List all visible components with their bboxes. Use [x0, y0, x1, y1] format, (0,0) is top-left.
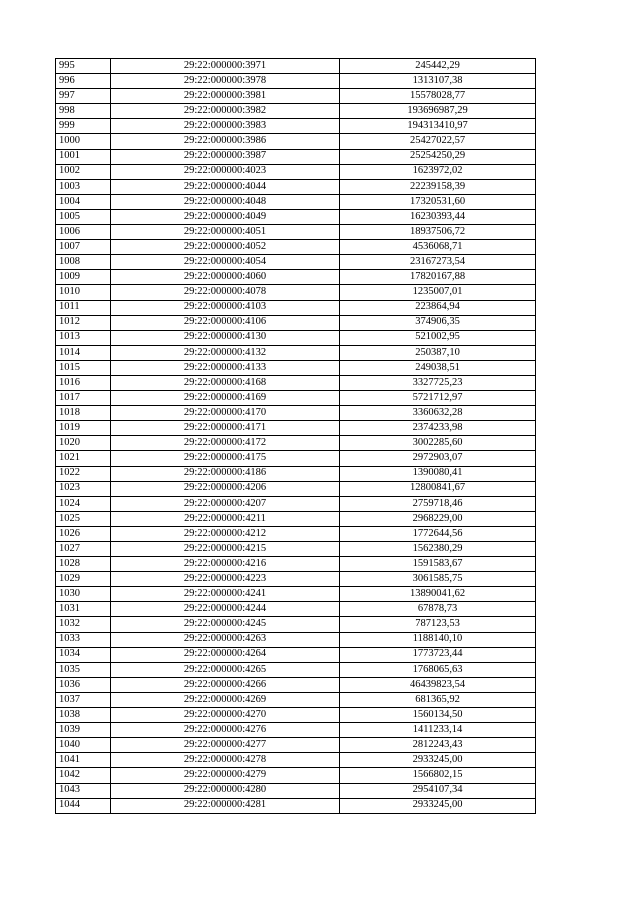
value-cell: 2933245,00 — [340, 753, 536, 768]
table-row — [56, 225, 536, 240]
row-number-cell: 1041 — [56, 753, 111, 768]
value-cell: 1390080,41 — [340, 466, 536, 481]
table-row — [56, 391, 536, 406]
value-cell: 2812243,43 — [340, 738, 536, 753]
table-row — [56, 255, 536, 270]
row-number-cell: 1043 — [56, 783, 111, 798]
table-row — [56, 708, 536, 723]
row-number-cell: 1019 — [56, 421, 111, 436]
value-cell: 681365,92 — [340, 692, 536, 707]
row-number-cell: 1028 — [56, 557, 111, 572]
row-number-cell: 1026 — [56, 526, 111, 541]
value-cell: 17320531,60 — [340, 194, 536, 209]
value-cell: 46439823,54 — [340, 677, 536, 692]
table-row — [56, 270, 536, 285]
value-cell: 5721712,97 — [340, 391, 536, 406]
table-row — [56, 632, 536, 647]
value-cell: 2374233,98 — [340, 421, 536, 436]
value-cell: 245442,29 — [340, 59, 536, 74]
table-row — [56, 360, 536, 375]
row-number-cell: 1010 — [56, 285, 111, 300]
cadastral-number-cell: 29:22:000000:4241 — [111, 587, 340, 602]
row-number-cell: 1009 — [56, 270, 111, 285]
table-row — [56, 375, 536, 390]
value-cell: 12800841,67 — [340, 481, 536, 496]
row-number-cell: 1005 — [56, 209, 111, 224]
cadastral-number-cell: 29:22:000000:3982 — [111, 104, 340, 119]
cadastral-number-cell: 29:22:000000:4211 — [111, 511, 340, 526]
row-number-cell: 1039 — [56, 723, 111, 738]
row-number-cell: 1032 — [56, 617, 111, 632]
value-cell: 3327725,23 — [340, 375, 536, 390]
cadastral-number-cell: 29:22:000000:4049 — [111, 209, 340, 224]
value-cell: 1773723,44 — [340, 647, 536, 662]
cadastral-number-cell: 29:22:000000:4245 — [111, 617, 340, 632]
value-cell: 16230393,44 — [340, 209, 536, 224]
cadastral-number-cell: 29:22:000000:4212 — [111, 526, 340, 541]
row-number-cell: 1037 — [56, 692, 111, 707]
row-number-cell: 1042 — [56, 768, 111, 783]
value-cell: 13890041,62 — [340, 587, 536, 602]
value-cell: 3360632,28 — [340, 406, 536, 421]
table-row — [56, 511, 536, 526]
cadastral-number-cell: 29:22:000000:4207 — [111, 496, 340, 511]
cadastral-number-cell: 29:22:000000:4223 — [111, 572, 340, 587]
table-row — [56, 587, 536, 602]
table-row — [56, 542, 536, 557]
value-cell: 1768065,63 — [340, 662, 536, 677]
row-number-cell: 1040 — [56, 738, 111, 753]
value-cell: 1562380,29 — [340, 542, 536, 557]
table-row — [56, 738, 536, 753]
cadastral-number-cell: 29:22:000000:4054 — [111, 255, 340, 270]
row-number-cell: 1011 — [56, 300, 111, 315]
table-row — [56, 209, 536, 224]
table-row — [56, 179, 536, 194]
cadastral-number-cell: 29:22:000000:3986 — [111, 134, 340, 149]
row-number-cell: 1030 — [56, 587, 111, 602]
cadastral-number-cell: 29:22:000000:4270 — [111, 708, 340, 723]
row-number-cell: 1036 — [56, 677, 111, 692]
cadastral-number-cell: 29:22:000000:4044 — [111, 179, 340, 194]
table-row — [56, 602, 536, 617]
value-cell: 374906,35 — [340, 315, 536, 330]
table-row — [56, 496, 536, 511]
table-row — [56, 798, 536, 813]
cadastral-number-cell: 29:22:000000:4280 — [111, 783, 340, 798]
table-row — [56, 240, 536, 255]
row-number-cell: 1002 — [56, 164, 111, 179]
value-cell: 18937506,72 — [340, 225, 536, 240]
value-cell: 2759718,46 — [340, 496, 536, 511]
cadastral-number-cell: 29:22:000000:3978 — [111, 74, 340, 89]
row-number-cell: 995 — [56, 59, 111, 74]
cadastral-number-cell: 29:22:000000:4244 — [111, 602, 340, 617]
cadastral-number-cell: 29:22:000000:4051 — [111, 225, 340, 240]
cadastral-number-cell: 29:22:000000:4266 — [111, 677, 340, 692]
cadastral-number-cell: 29:22:000000:4169 — [111, 391, 340, 406]
cadastral-number-cell: 29:22:000000:3981 — [111, 89, 340, 104]
value-cell: 1235007,01 — [340, 285, 536, 300]
data-table — [55, 58, 536, 814]
cadastral-number-cell: 29:22:000000:4278 — [111, 753, 340, 768]
value-cell: 2968229,00 — [340, 511, 536, 526]
table-row — [56, 315, 536, 330]
row-number-cell: 1013 — [56, 330, 111, 345]
row-number-cell: 1034 — [56, 647, 111, 662]
table-row — [56, 451, 536, 466]
table-row — [56, 692, 536, 707]
table-row — [56, 104, 536, 119]
cadastral-number-cell: 29:22:000000:4106 — [111, 315, 340, 330]
value-cell: 194313410,97 — [340, 119, 536, 134]
value-cell: 1772644,56 — [340, 526, 536, 541]
value-cell: 2972903,07 — [340, 451, 536, 466]
table-body — [56, 59, 536, 814]
cadastral-number-cell: 29:22:000000:4263 — [111, 632, 340, 647]
table-row — [56, 677, 536, 692]
value-cell: 1313107,38 — [340, 74, 536, 89]
value-cell: 15578028,77 — [340, 89, 536, 104]
cadastral-number-cell: 29:22:000000:3987 — [111, 149, 340, 164]
cadastral-number-cell: 29:22:000000:4132 — [111, 345, 340, 360]
table-row — [56, 406, 536, 421]
value-cell: 1591583,67 — [340, 557, 536, 572]
table-row — [56, 436, 536, 451]
row-number-cell: 1024 — [56, 496, 111, 511]
cadastral-number-cell: 29:22:000000:4215 — [111, 542, 340, 557]
value-cell: 22239158,39 — [340, 179, 536, 194]
row-number-cell: 1025 — [56, 511, 111, 526]
cadastral-number-cell: 29:22:000000:4130 — [111, 330, 340, 345]
value-cell: 3002285,60 — [340, 436, 536, 451]
table-row — [56, 345, 536, 360]
table-row — [56, 134, 536, 149]
cadastral-number-cell: 29:22:000000:4133 — [111, 360, 340, 375]
row-number-cell: 1029 — [56, 572, 111, 587]
cadastral-number-cell: 29:22:000000:4281 — [111, 798, 340, 813]
table-row — [56, 119, 536, 134]
value-cell: 25254250,29 — [340, 149, 536, 164]
table-row — [56, 89, 536, 104]
value-cell: 521002,95 — [340, 330, 536, 345]
cadastral-number-cell: 29:22:000000:4269 — [111, 692, 340, 707]
row-number-cell: 1000 — [56, 134, 111, 149]
value-cell: 787123,53 — [340, 617, 536, 632]
cadastral-number-cell: 29:22:000000:4277 — [111, 738, 340, 753]
table-row — [56, 59, 536, 74]
value-cell: 249038,51 — [340, 360, 536, 375]
table-row — [56, 481, 536, 496]
table-row — [56, 421, 536, 436]
row-number-cell: 1033 — [56, 632, 111, 647]
cadastral-number-cell: 29:22:000000:4276 — [111, 723, 340, 738]
row-number-cell: 998 — [56, 104, 111, 119]
value-cell: 4536068,71 — [340, 240, 536, 255]
cadastral-number-cell: 29:22:000000:4078 — [111, 285, 340, 300]
table-row — [56, 768, 536, 783]
cadastral-number-cell: 29:22:000000:4265 — [111, 662, 340, 677]
row-number-cell: 1044 — [56, 798, 111, 813]
table-row — [56, 285, 536, 300]
table-row — [56, 149, 536, 164]
row-number-cell: 1007 — [56, 240, 111, 255]
cadastral-number-cell: 29:22:000000:4168 — [111, 375, 340, 390]
cadastral-number-cell: 29:22:000000:4172 — [111, 436, 340, 451]
value-cell: 2933245,00 — [340, 798, 536, 813]
row-number-cell: 997 — [56, 89, 111, 104]
cadastral-number-cell: 29:22:000000:3971 — [111, 59, 340, 74]
row-number-cell: 1020 — [56, 436, 111, 451]
table-row — [56, 74, 536, 89]
value-cell: 25427022,57 — [340, 134, 536, 149]
table-row — [56, 330, 536, 345]
cadastral-number-cell: 29:22:000000:3983 — [111, 119, 340, 134]
row-number-cell: 1038 — [56, 708, 111, 723]
value-cell: 1623972,02 — [340, 164, 536, 179]
table-row — [56, 647, 536, 662]
cadastral-number-cell: 29:22:000000:4048 — [111, 194, 340, 209]
value-cell: 1566802,15 — [340, 768, 536, 783]
row-number-cell: 1016 — [56, 375, 111, 390]
cadastral-number-cell: 29:22:000000:4103 — [111, 300, 340, 315]
value-cell: 67878,73 — [340, 602, 536, 617]
row-number-cell: 1001 — [56, 149, 111, 164]
row-number-cell: 1004 — [56, 194, 111, 209]
row-number-cell: 1017 — [56, 391, 111, 406]
row-number-cell: 1012 — [56, 315, 111, 330]
value-cell: 23167273,54 — [340, 255, 536, 270]
table-row — [56, 164, 536, 179]
cadastral-number-cell: 29:22:000000:4170 — [111, 406, 340, 421]
cadastral-number-cell: 29:22:000000:4206 — [111, 481, 340, 496]
cadastral-number-cell: 29:22:000000:4216 — [111, 557, 340, 572]
table-row — [56, 753, 536, 768]
cadastral-number-cell: 29:22:000000:4171 — [111, 421, 340, 436]
table-row — [56, 723, 536, 738]
value-cell: 193696987,29 — [340, 104, 536, 119]
row-number-cell: 1027 — [56, 542, 111, 557]
row-number-cell: 1035 — [56, 662, 111, 677]
row-number-cell: 999 — [56, 119, 111, 134]
cadastral-number-cell: 29:22:000000:4023 — [111, 164, 340, 179]
row-number-cell: 1014 — [56, 345, 111, 360]
cadastral-number-cell: 29:22:000000:4279 — [111, 768, 340, 783]
row-number-cell: 1021 — [56, 451, 111, 466]
table-row — [56, 194, 536, 209]
row-number-cell: 1023 — [56, 481, 111, 496]
table-row — [56, 783, 536, 798]
row-number-cell: 1008 — [56, 255, 111, 270]
row-number-cell: 1022 — [56, 466, 111, 481]
value-cell: 17820167,88 — [340, 270, 536, 285]
value-cell: 250387,10 — [340, 345, 536, 360]
value-cell: 1411233,14 — [340, 723, 536, 738]
table-row — [56, 300, 536, 315]
value-cell: 223864,94 — [340, 300, 536, 315]
row-number-cell: 1031 — [56, 602, 111, 617]
value-cell: 1560134,50 — [340, 708, 536, 723]
cadastral-number-cell: 29:22:000000:4052 — [111, 240, 340, 255]
table-row — [56, 526, 536, 541]
row-number-cell: 1018 — [56, 406, 111, 421]
row-number-cell: 996 — [56, 74, 111, 89]
row-number-cell: 1003 — [56, 179, 111, 194]
table-row — [56, 572, 536, 587]
row-number-cell: 1015 — [56, 360, 111, 375]
cadastral-number-cell: 29:22:000000:4186 — [111, 466, 340, 481]
cadastral-number-cell: 29:22:000000:4060 — [111, 270, 340, 285]
table-row — [56, 617, 536, 632]
table-row — [56, 557, 536, 572]
row-number-cell: 1006 — [56, 225, 111, 240]
value-cell: 2954107,34 — [340, 783, 536, 798]
value-cell: 3061585,75 — [340, 572, 536, 587]
cadastral-number-cell: 29:22:000000:4264 — [111, 647, 340, 662]
table-row — [56, 662, 536, 677]
cadastral-number-cell: 29:22:000000:4175 — [111, 451, 340, 466]
table-row — [56, 466, 536, 481]
value-cell: 1188140,10 — [340, 632, 536, 647]
